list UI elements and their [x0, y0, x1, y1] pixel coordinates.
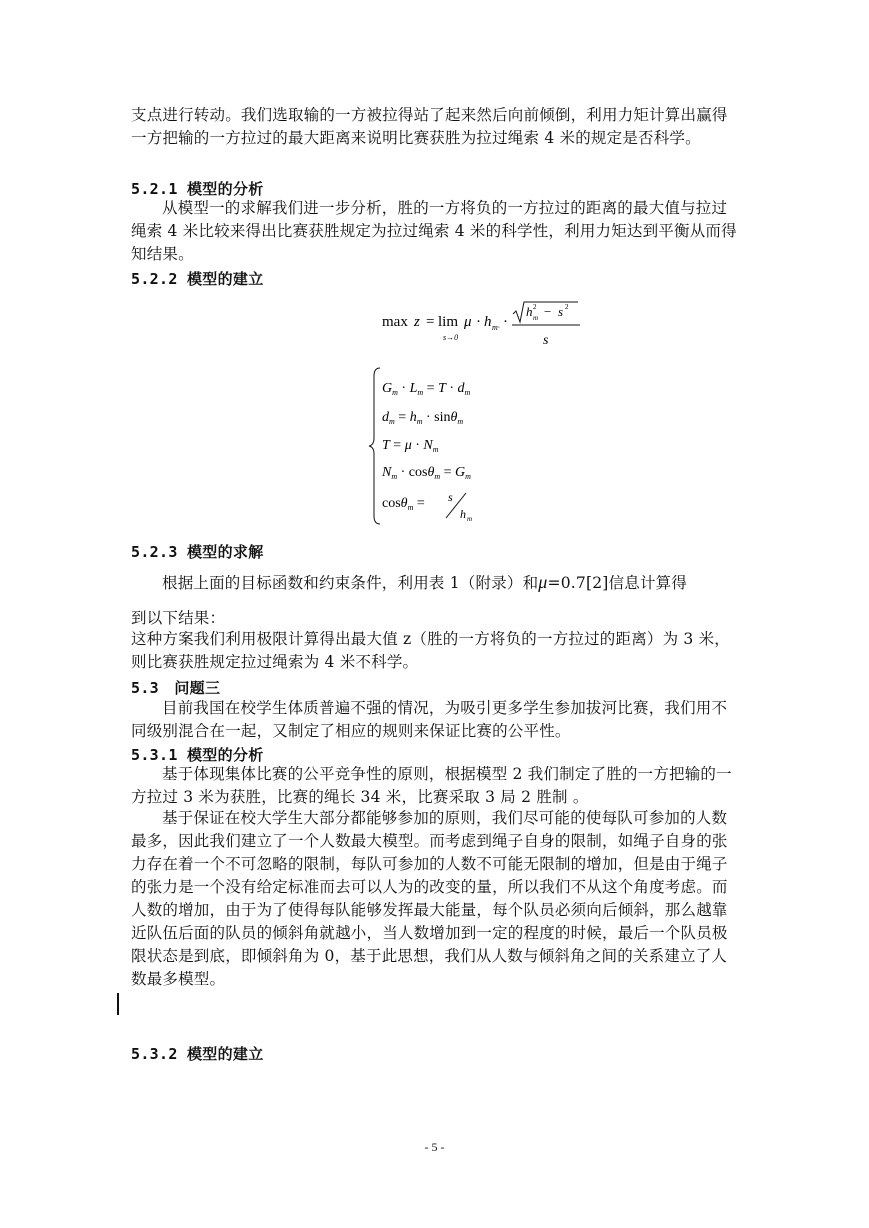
- svg-text:cosθm =: cosθ$_m$ =: [382, 496, 425, 512]
- heading-text: 模型的建立: [187, 1045, 264, 1063]
- heading-5-3-2: [131, 1043, 264, 1064]
- paragraph-5-2-3-result: 这种方案我们利用极限计算得出最大值 z（胜的一方将负的一方拉过的距离）为 3 米，则比赛获胜规定拉过绳索为 4 米不科学。: [131, 630, 731, 671]
- heading-number: 5.3: [131, 679, 159, 697]
- svg-text:s: s: [448, 490, 453, 504]
- heading-5-2-1: [131, 178, 264, 199]
- eq-lim: lim: [438, 314, 459, 330]
- heading-number: 5.2.3: [131, 543, 178, 561]
- eq-numer-s-sup: 2: [565, 303, 569, 311]
- eq-h-sub: m·: [492, 323, 500, 332]
- heading-number: 5.2.1: [131, 180, 178, 198]
- svg-text:Nm · cosθm = Gm: $N_m \cdot \cos\theta_m = G_m$: [382, 465, 471, 481]
- heading-text: 模型的求解: [187, 543, 264, 561]
- paragraph-5-2-3-line2: 到以下结果：: [131, 609, 226, 627]
- eq-mu: μ: [464, 314, 472, 330]
- heading-5-2-3: [131, 541, 264, 562]
- eq-equals: =: [426, 314, 435, 330]
- svg-text:h: h: [460, 507, 466, 521]
- text-before-mu: 根据上面的目标函数和约束条件，利用表 1（附录）和: [162, 574, 539, 592]
- constraint-line-5: [382, 490, 472, 523]
- paragraph-intro: 支点进行转动。我们选取输的一方被拉得站了起来然后向前倾倒，利用力矩计算出赢得一方把输的一方拉过的最大距离来说明比赛获胜为拉过绳索 4 米的规定是否科学。: [131, 106, 728, 147]
- svg-text:dm = hm · sinθm: $d_m = h_m \cdot \sin\theta_m$: [382, 410, 464, 426]
- text-after-mu: =0.7[2]信息计算得: [547, 574, 688, 592]
- text-cursor: [117, 993, 119, 1015]
- constraint-line-4: [381, 465, 471, 481]
- paragraph-5-2-3-line1: [131, 571, 741, 595]
- eq-max: max: [382, 314, 408, 330]
- svg-text:Gm · Lm = T · dm: $G_m \cdot L_m = T \cdot d_m$: [382, 381, 471, 397]
- paragraph-5-2-1: 从模型一的求解我们进一步分析，胜的一方将负的一方拉过的距离的最大值与拉过绳索 4 米比较来得出比赛获胜规定为拉过绳索 4 米的科学性，利用力矩达到平衡从而得知结果。: [131, 199, 737, 263]
- eq-numer-h: h: [526, 304, 533, 319]
- objective-equation: [382, 300, 592, 352]
- heading-5-2-2: [131, 268, 264, 289]
- constraint-system: [368, 366, 518, 526]
- eq-z: z: [414, 314, 420, 330]
- constraint-line-2: [382, 410, 463, 426]
- heading-number: 5.3.2: [131, 1045, 178, 1063]
- heading-text: 模型的分析: [187, 746, 264, 764]
- eq-numer-sup: 2: [533, 303, 537, 311]
- eq-numer-sub: m: [533, 314, 539, 322]
- heading-5-3: [131, 677, 220, 698]
- heading-text: 模型的分析: [187, 180, 264, 198]
- heading-text: 问题三: [174, 679, 221, 697]
- svg-text:T = μ · Nm: $T = \mu \cdot N_m$: [382, 438, 439, 454]
- paragraph-5-3-1-a: 基于体现集体比赛的公平竞争性的原则，根据模型 2 我们制定了胜的一方把输的一方拉过 3 米为获胜，比赛的绳长 34 米，比赛采取 3 局 2 胜制 。: [131, 765, 732, 806]
- eq-lim-sub: s→0: [443, 333, 459, 342]
- heading-5-3-1: [131, 744, 264, 765]
- heading-number: 5.2.2: [131, 270, 178, 288]
- left-brace: [369, 368, 380, 524]
- svg-text:m: m: [467, 515, 473, 523]
- eq-dot-1: ·: [476, 314, 481, 330]
- heading-number: 5.3.1: [131, 746, 178, 764]
- eq-denom: s: [543, 333, 549, 348]
- constraint-line-3: [382, 438, 439, 454]
- eq-h: h: [484, 314, 492, 330]
- paragraph-5-3: 目前我国在校学生体质普遍不强的情况，为吸引更多学生参加拔河比赛，我们用不同级别混合在一起，又制定了相应的规则来保证比赛的公平性。: [131, 699, 728, 740]
- mu-symbol: μ: [538, 572, 548, 592]
- heading-text: 模型的建立: [187, 270, 264, 288]
- eq-numer-minus: −: [544, 304, 552, 319]
- constraint-line-1: [382, 381, 471, 397]
- eq-dot-2: ·: [503, 314, 508, 330]
- paragraph-5-3-1-b: 基于保证在校大学生大部分都能够参加的原则，我们尽可能的使每队可参加的人数最多，因此我们建立了一个人数最大模型。而考虑到绳子自身的限制，如绳子自身的张力存在着一个不可忽略的限制，每队可参加的人数不可能无限制的增加，但是由于绳子的张力是一个没有给定标准而去可以人为的改变的量，所以我们不从这个角度考虑。而人数的增加，由于为了使得每队能够发挥最大能量，每个队员必须向后倾斜，那么越靠近队伍后面的队员的倾斜角就越小，当人数增加到一定的程度的时候，最后一个队员极限状态是到底，即倾斜角为 0，基于此思想，我们从人数与倾斜角之间的关系建立了人数最多模型。: [131, 809, 728, 988]
- page-number: - 5 -: [424, 1140, 445, 1154]
- eq-numer-s: s: [558, 304, 564, 319]
